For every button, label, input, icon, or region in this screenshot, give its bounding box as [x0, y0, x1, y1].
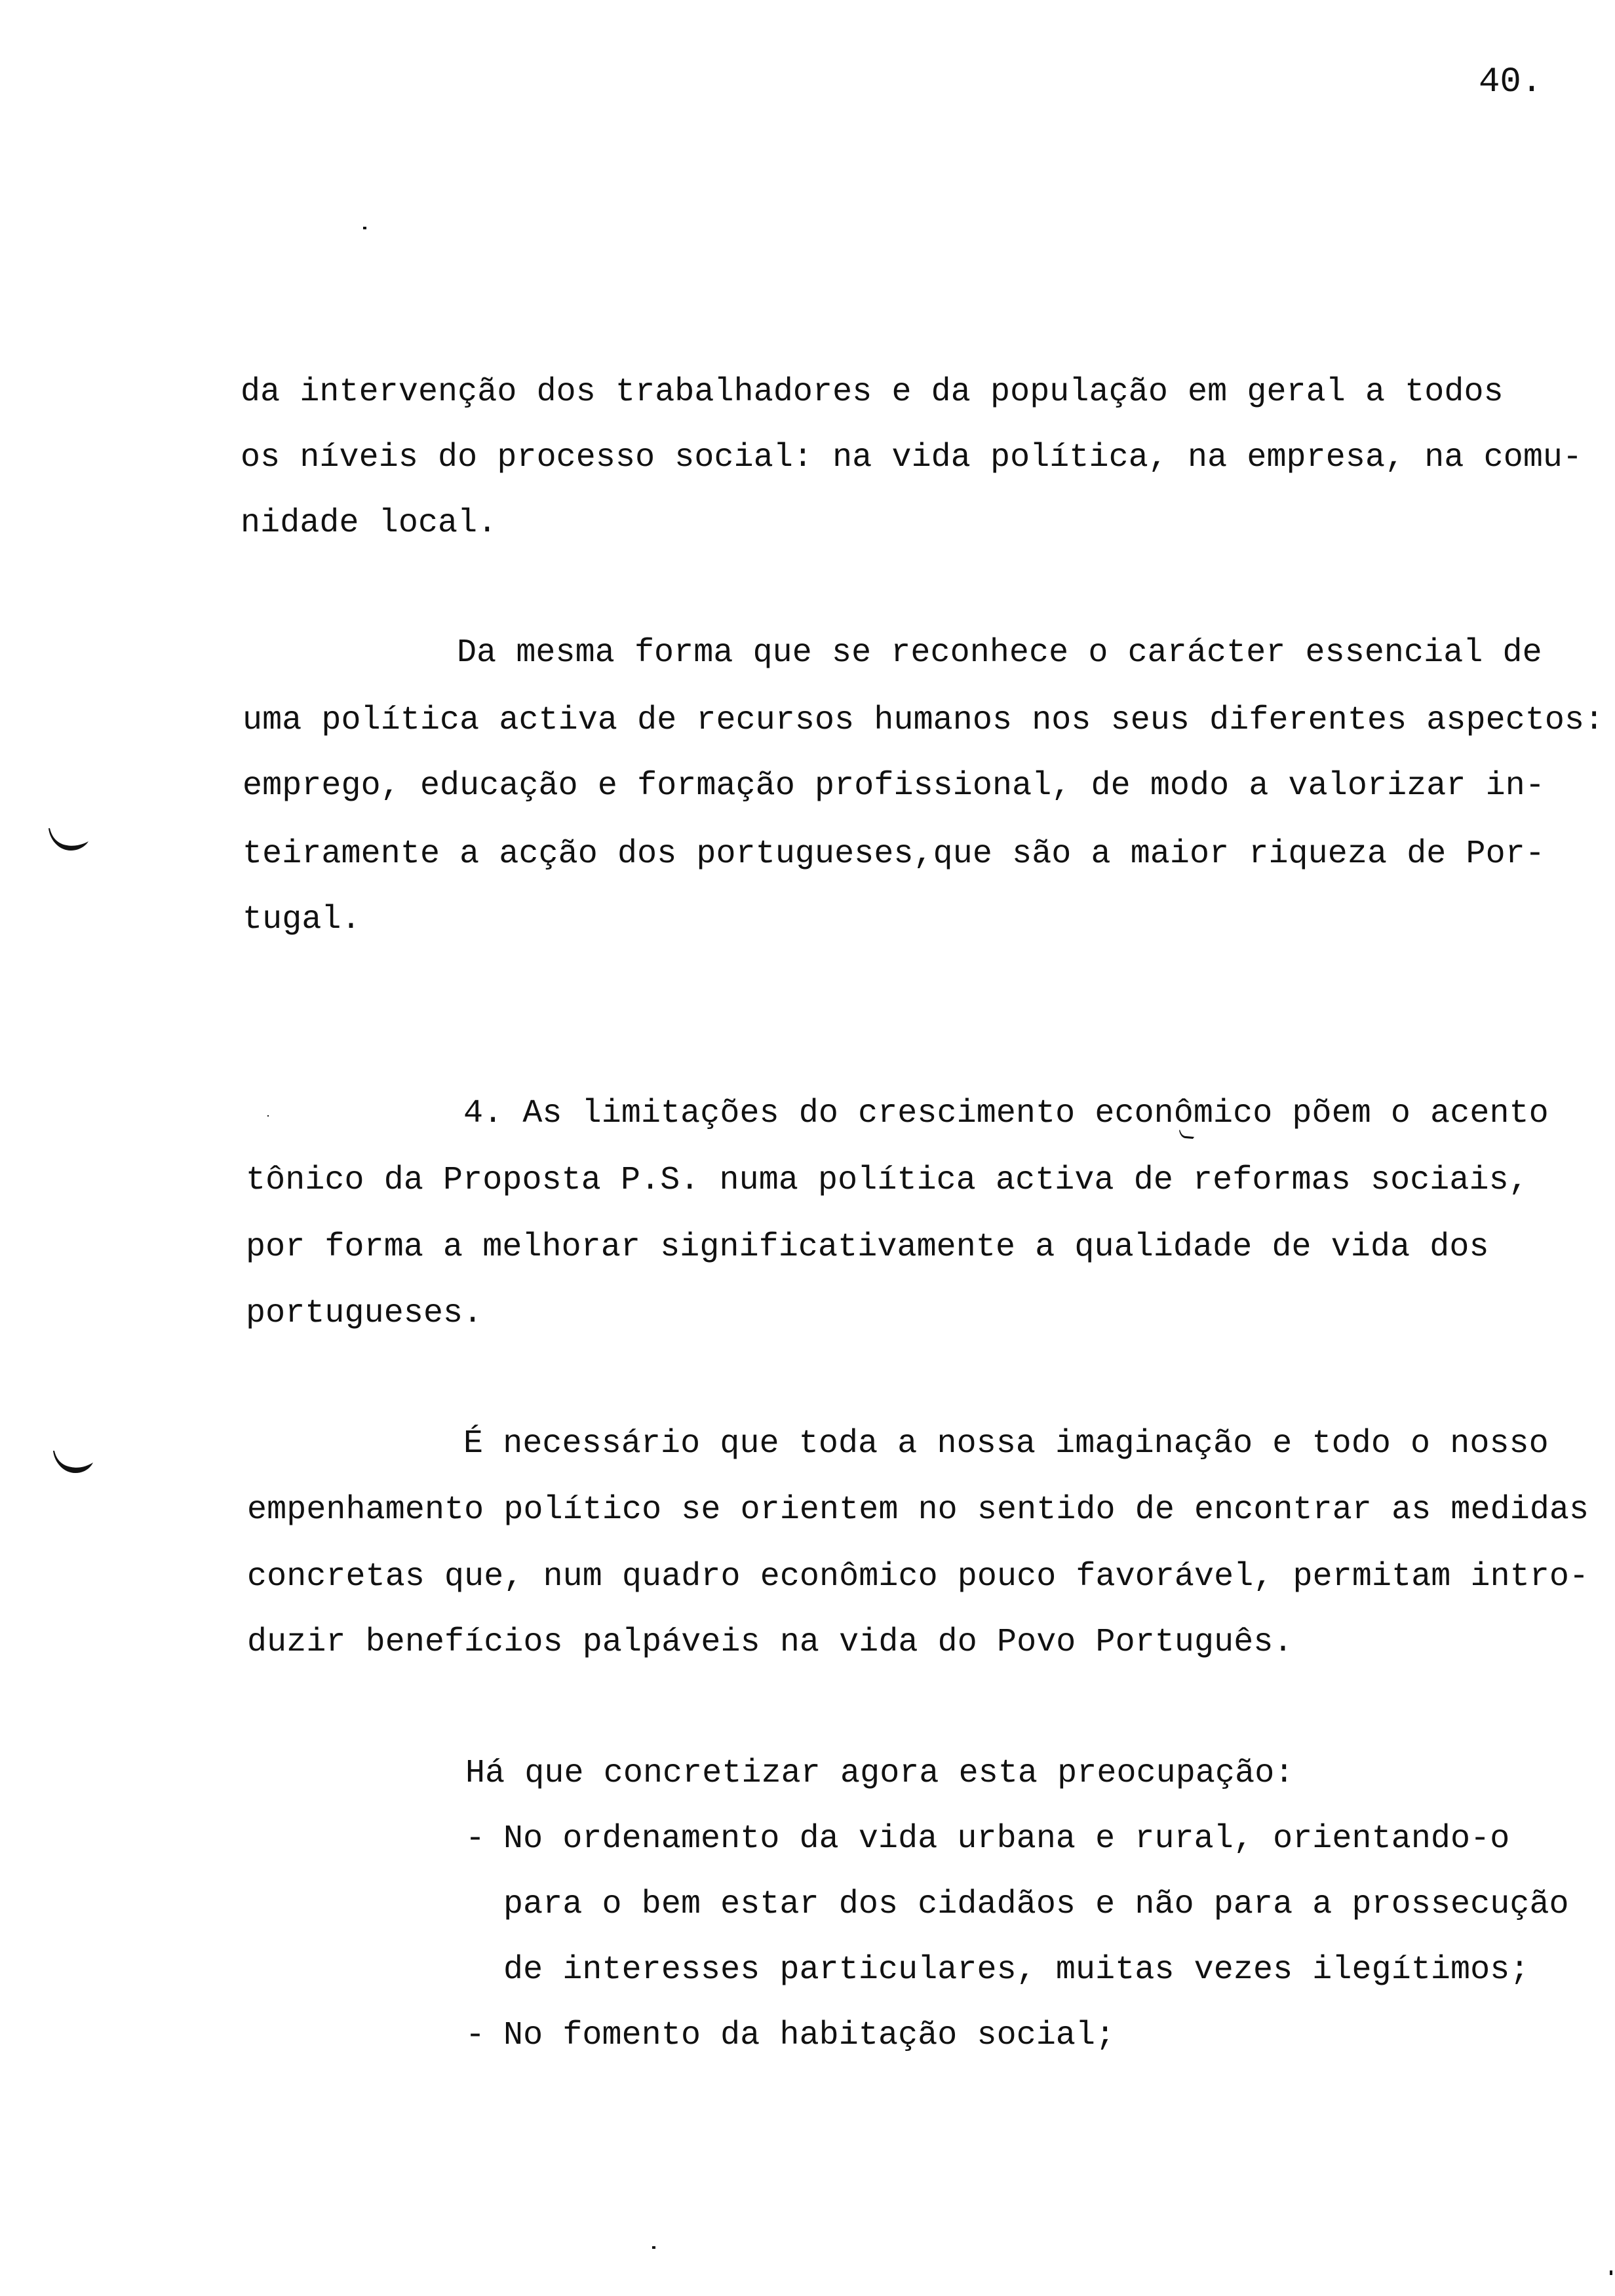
margin-mark-icon — [47, 827, 89, 853]
paragraph-line: emprego, educação e formação profissional, de modo a valorizar in- — [243, 767, 1545, 805]
bullet-dash: - — [465, 1820, 486, 1858]
scan-speck — [1610, 2270, 1612, 2275]
paragraph-line: duzir benefícios palpáveis na vida do Povo Português. — [247, 1624, 1293, 1661]
paragraph-line: da intervenção dos trabalhadores e da população em geral a todos — [241, 373, 1504, 411]
paragraph-line: empenhamento político se orientem no sentido de encontrar as medidas — [247, 1491, 1589, 1529]
paragraph-line: nidade local. — [241, 505, 497, 542]
scan-speck — [363, 227, 366, 229]
scan-speck — [267, 1115, 269, 1117]
paragraph-line: concretas que, num quadro econômico pouco favorável, permitam intro- — [247, 1558, 1589, 1596]
scan-speck — [652, 2246, 655, 2249]
paragraph-line: Da mesma forma que se reconhece o carácter essencial de — [457, 634, 1542, 672]
paragraph-line: uma política activa de recursos humanos nos seus diferentes aspectos: — [243, 702, 1605, 739]
page-number: 40. — [1479, 62, 1543, 102]
paragraph-line: tônico da Proposta P.S. numa política activa de reformas sociais, — [246, 1162, 1528, 1199]
pen-mark-icon — [1178, 1128, 1197, 1140]
list-item-line: de interesses particulares, muitas vezes ilegítimos; — [503, 1951, 1530, 1989]
list-item-line: No fomento da habitação social; — [503, 2017, 1116, 2054]
paragraph-line: 4. As limitações do crescimento econômico põem o acento — [463, 1095, 1549, 1132]
paragraph-line: os níveis do processo social: na vida política, na empresa, na comu- — [241, 439, 1583, 476]
paragraph-line: teiramente a acção dos portugueses,que são a maior riqueza de Por- — [243, 835, 1545, 873]
paragraph-line: portugueses. — [246, 1295, 483, 1332]
list-item-line: No ordenamento da vida urbana e rural, orientando-o — [503, 1820, 1510, 1858]
bullet-dash: - — [465, 2017, 486, 2054]
paragraph-line: tugal. — [243, 901, 361, 938]
margin-mark-icon — [52, 1449, 94, 1476]
paragraph-line: por forma a melhorar significativamente a qualidade de vida dos — [246, 1229, 1489, 1266]
paragraph-line: Há que concretizar agora esta preocupação: — [465, 1755, 1294, 1792]
paragraph-line: É necessário que toda a nossa imaginação e todo o nosso — [463, 1425, 1549, 1463]
list-item-line: para o bem estar dos cidadãos e não para a prossecução — [503, 1886, 1569, 1923]
